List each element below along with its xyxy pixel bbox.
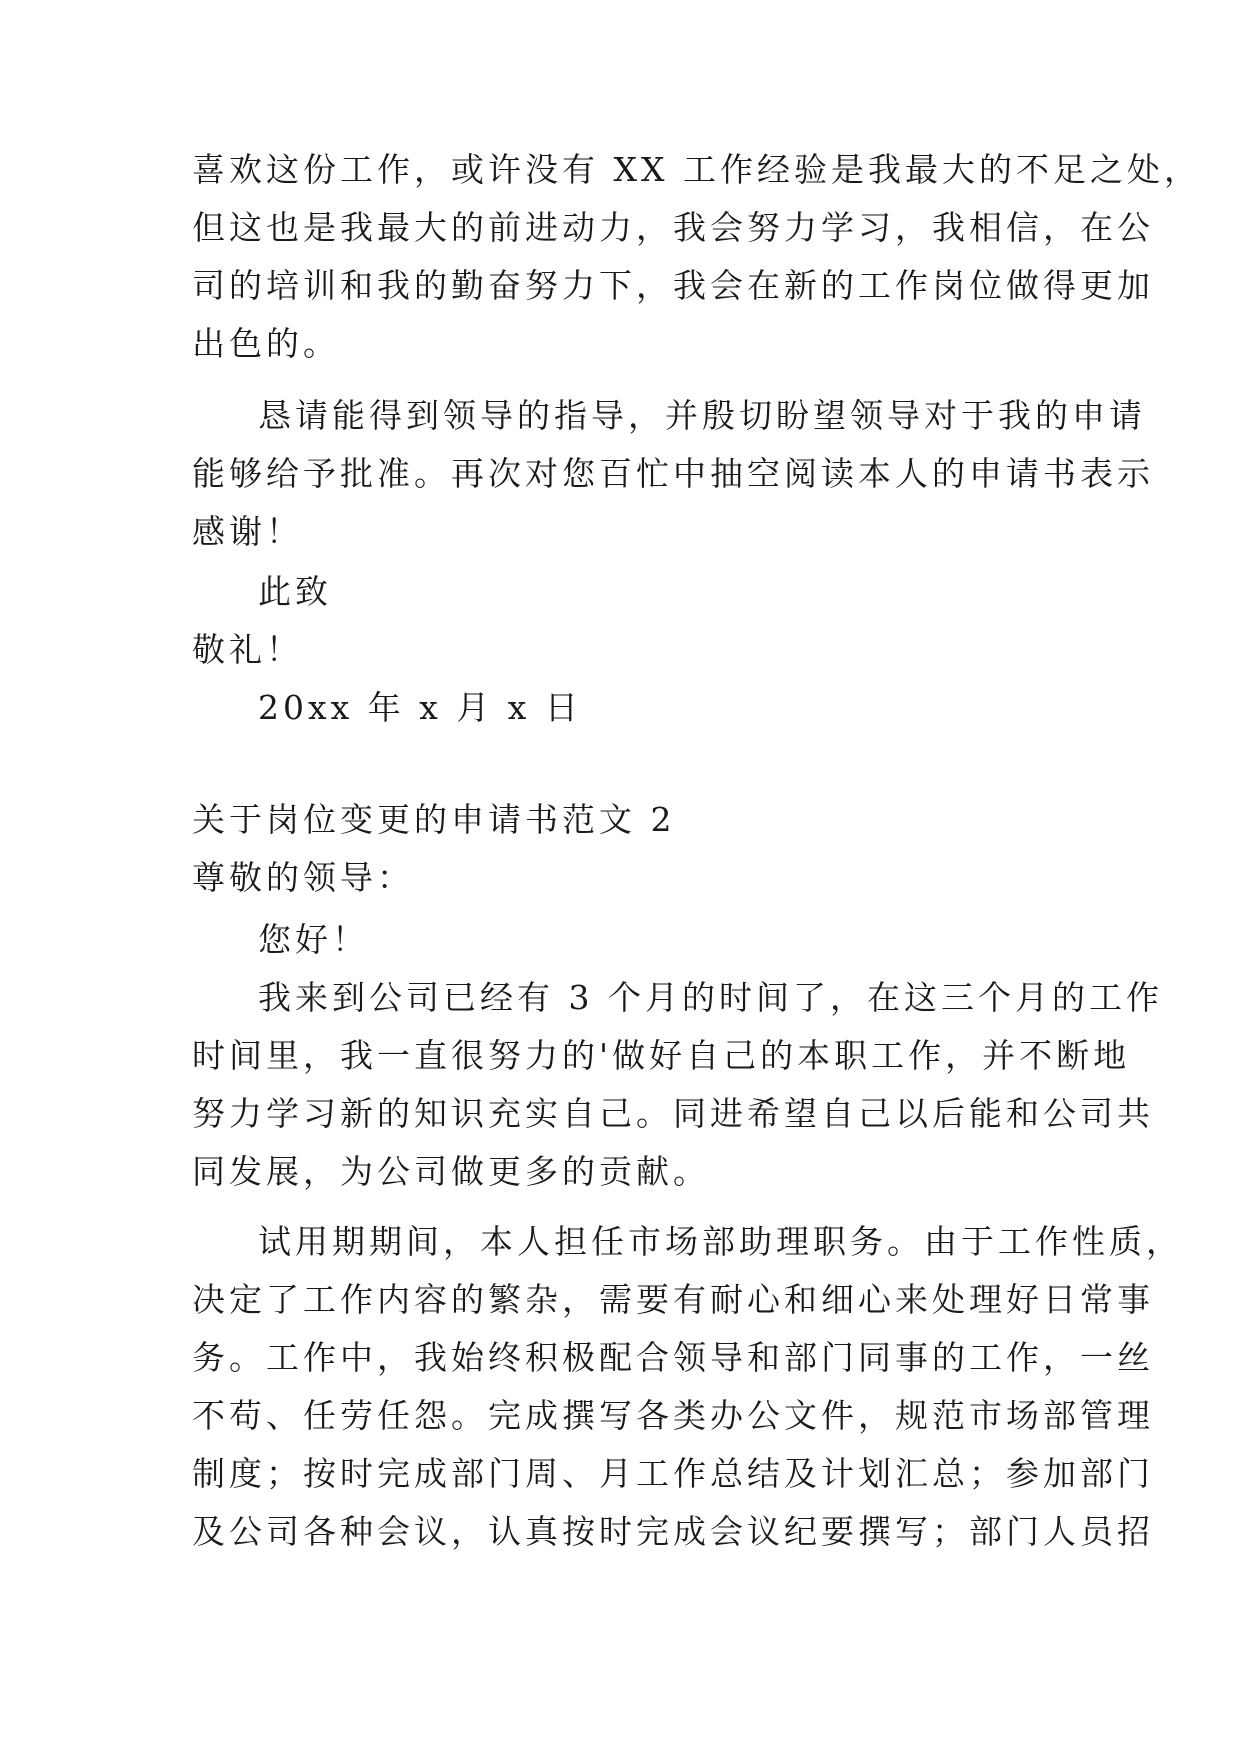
paragraph-line: 制度；按时完成部门周、月工作总结及计划汇总；参加部门 bbox=[192, 1454, 1154, 1493]
paragraph-line: 决定了工作内容的繁杂，需要有耐心和细心来处理好日常事 bbox=[192, 1280, 1154, 1319]
closing-regards: 敬礼！ bbox=[192, 630, 303, 669]
paragraph-line: 感谢！ bbox=[192, 512, 303, 551]
closing-salutation: 此致 bbox=[258, 572, 332, 611]
letter-date: 20xx 年 x 月 x 日 bbox=[258, 688, 582, 727]
paragraph-line: 试用期期间，本人担任市场部助理职务。由于工作性质， bbox=[258, 1222, 1183, 1261]
paragraph-line: 司的培训和我的勤奋努力下，我会在新的工作岗位做得更加 bbox=[192, 266, 1154, 305]
section-title: 关于岗位变更的申请书范文 2 bbox=[192, 800, 676, 839]
paragraph-line: 但这也是我最大的前进动力，我会努力学习，我相信，在公 bbox=[192, 208, 1154, 247]
paragraph-line: 务。工作中，我始终积极配合领导和部门同事的工作，一丝 bbox=[192, 1338, 1154, 1377]
paragraph-line: 同发展，为公司做更多的贡献。 bbox=[192, 1152, 710, 1191]
letter-hello: 您好！ bbox=[258, 920, 369, 959]
letter-greeting: 尊敬的领导： bbox=[192, 858, 414, 897]
paragraph-line: 时间里，我一直很努力的'做好自己的本职工作，并不断地 bbox=[192, 1036, 1131, 1075]
paragraph-line: 我来到公司已经有 3 个月的时间了，在这三个月的工作 bbox=[258, 978, 1163, 1017]
paragraph-line: 喜欢这份工作，或许没有 XX 工作经验是我最大的不足之处， bbox=[192, 150, 1201, 189]
paragraph-line: 能够给予批准。再次对您百忙中抽空阅读本人的申请书表示 bbox=[192, 454, 1154, 493]
paragraph-line: 不苟、任劳任怨。完成撰写各类办公文件，规范市场部管理 bbox=[192, 1396, 1154, 1435]
paragraph-line: 恳请能得到领导的指导，并殷切盼望领导对于我的申请 bbox=[258, 396, 1146, 435]
paragraph-line: 及公司各种会议，认真按时完成会议纪要撰写；部门人员招 bbox=[192, 1512, 1154, 1551]
paragraph-line: 努力学习新的知识充实自己。同进希望自己以后能和公司共 bbox=[192, 1094, 1154, 1133]
paragraph-line: 出色的。 bbox=[192, 324, 340, 363]
